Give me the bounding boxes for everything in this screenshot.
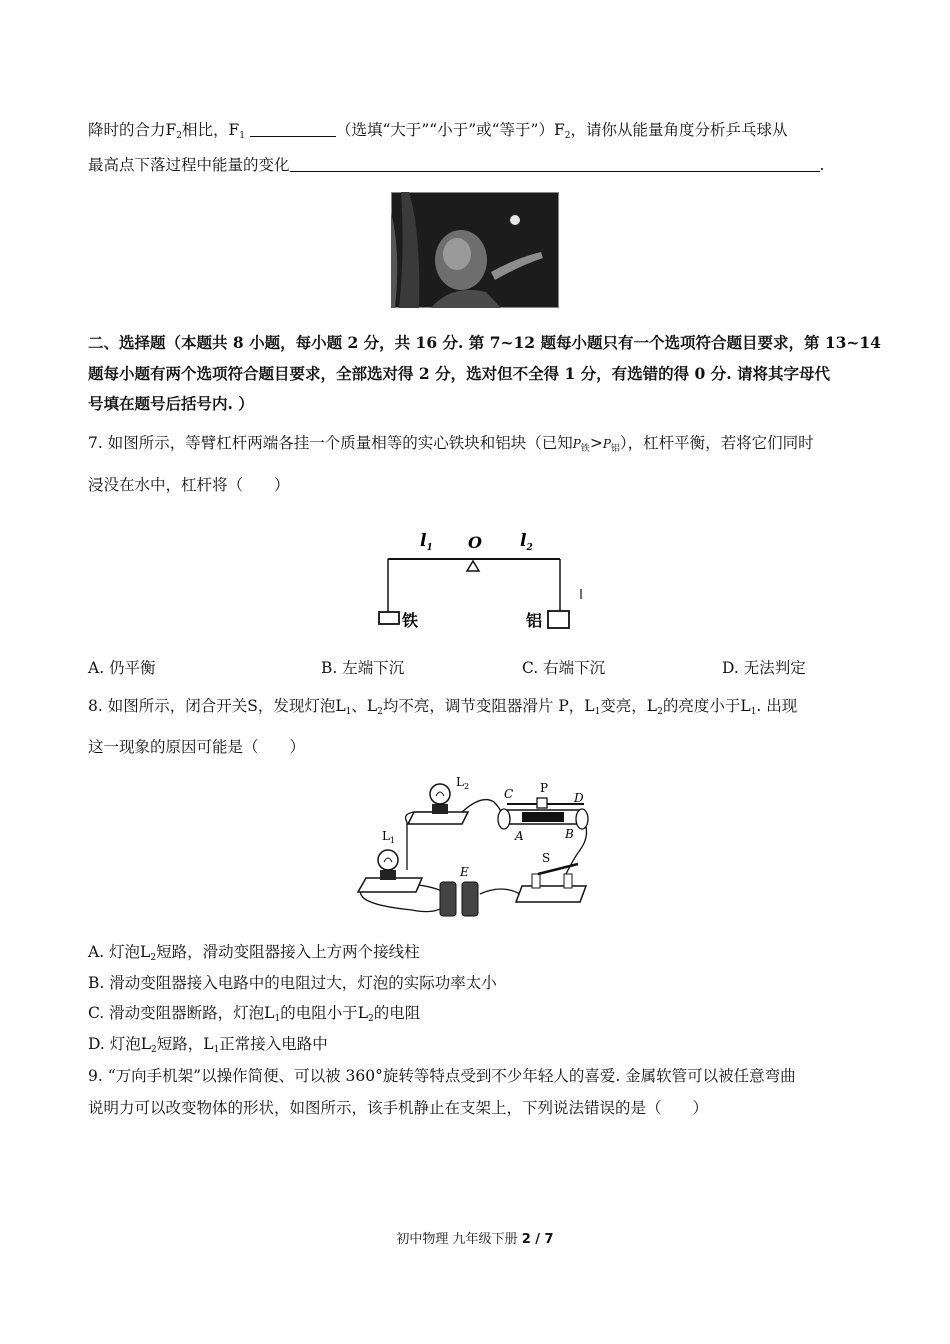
q6-text: ，请你从能量角度分析乒乓球从 bbox=[570, 121, 788, 139]
q7-line2: 浸没在水中，杠杆将（ ） bbox=[88, 476, 290, 494]
label-c: C bbox=[504, 787, 514, 801]
q8-text: 变亮，L bbox=[600, 697, 658, 715]
iron-block bbox=[379, 612, 399, 624]
option-text: 正常接入电路中 bbox=[219, 1035, 328, 1053]
battery-cell-2 bbox=[462, 882, 478, 916]
label-l1: $L_1$ bbox=[382, 829, 396, 845]
q7-text: 7. 如图所示，等臂杠杆两端各挂一个质量相等的实心铁块和铝块（已知 bbox=[88, 434, 573, 452]
subscript: 铁 bbox=[580, 444, 590, 454]
subscript: 2 bbox=[368, 1014, 374, 1024]
gt-symbol: > bbox=[589, 434, 603, 452]
label-a: A bbox=[515, 829, 524, 843]
rheostat-slider-p[interactable] bbox=[537, 798, 547, 808]
option-text: 的电阻 bbox=[373, 1004, 421, 1022]
q6-text: 降时的合力F bbox=[88, 121, 177, 139]
option-text: C. 滑动变阻器断路，灯泡L bbox=[88, 1004, 275, 1022]
fulcrum bbox=[467, 561, 479, 571]
q7-line1 bbox=[88, 433, 814, 459]
page-number: 2 / 7 bbox=[521, 1232, 554, 1247]
label-l2: $L_2$ bbox=[456, 775, 470, 791]
label-iron: 铁 bbox=[402, 611, 419, 630]
q6-text: 最高点下落过程中能量的变化 bbox=[88, 156, 290, 174]
lever-figure bbox=[370, 528, 590, 638]
option-text: D. 灯泡L bbox=[88, 1035, 152, 1053]
subscript: 1 bbox=[594, 707, 601, 717]
q8-text: 的亮度小于L bbox=[662, 697, 751, 715]
subscript: 2 bbox=[151, 1045, 157, 1055]
circuit-figure bbox=[352, 774, 602, 924]
label-b: B bbox=[565, 827, 574, 841]
label-p: P bbox=[540, 781, 549, 795]
answer-blank-energy[interactable] bbox=[290, 157, 820, 172]
section2-line3: 号填在题号后括号内. ） bbox=[88, 394, 254, 413]
rho-symbol: P bbox=[602, 437, 611, 451]
q7-text: ），杠杆平衡，若将它们同时 bbox=[619, 434, 814, 452]
switch-lever[interactable] bbox=[538, 864, 578, 874]
q9-line1: 9. “万向手机架”以操作简便、可以被 360°旋转等特点受到不少年轻人的喜爱. 金属软管可以被任意弯曲 bbox=[88, 1067, 796, 1085]
option-text: 的电阻小于L bbox=[280, 1004, 368, 1022]
page-footer bbox=[0, 1228, 950, 1247]
section2-line2: 题每小题有两个选项符合题目要求，全部选对得 2 分，选对但不全得 1 分，有选错的得 0 分. 请将其字母代 bbox=[88, 364, 831, 383]
pingpong-photo bbox=[391, 192, 559, 308]
q6-text: . bbox=[819, 156, 825, 174]
q7-option-b[interactable]: B. 左端下沉 bbox=[321, 659, 405, 677]
q7-option-d[interactable]: D. 无法判定 bbox=[722, 659, 806, 677]
q6-line2 bbox=[88, 155, 824, 175]
q9-line2: 说明力可以改变物体的形状，如图所示，该手机静止在支架上，下列说法错误的是（ ） bbox=[88, 1099, 709, 1117]
aluminum-block bbox=[548, 611, 569, 628]
option-text: 短路，L bbox=[156, 1035, 214, 1053]
subscript: 2 bbox=[150, 953, 157, 963]
subscript: 2 bbox=[176, 131, 182, 141]
q8-option-a[interactable] bbox=[88, 942, 420, 968]
q8-option-c[interactable] bbox=[88, 1003, 420, 1029]
q8-text: . 出现 bbox=[756, 697, 798, 715]
subscript: 2 bbox=[564, 131, 571, 141]
subscript: 1 bbox=[750, 707, 757, 717]
subscript: 1 bbox=[345, 707, 352, 717]
label-l2: $l_2$ bbox=[520, 531, 533, 553]
battery-cell-1 bbox=[440, 882, 456, 916]
rho-symbol: P bbox=[572, 437, 581, 451]
answer-blank-f1[interactable] bbox=[250, 122, 336, 137]
label-s: S bbox=[542, 851, 551, 865]
q6-line1 bbox=[88, 120, 788, 146]
section2-line1: 二、选择题（本题共 8 小题，每小题 2 分，共 16 分. 第 7~12 题每小题只有一个选项符合题目要求，第 13~14 bbox=[88, 333, 881, 352]
q6-text: 相比，F bbox=[182, 121, 240, 139]
option-text: 短路，滑动变阻器接入上方两个接线柱 bbox=[156, 943, 420, 961]
q8-option-b[interactable]: B. 滑动变阻器接入电路中的电阻过大，灯泡的实际功率太小 bbox=[88, 974, 497, 992]
label-aluminum: 铝 bbox=[526, 611, 543, 630]
bulb-l2-icon bbox=[430, 784, 450, 804]
subscript: 1 bbox=[239, 131, 245, 141]
subscript: 1 bbox=[274, 1014, 281, 1024]
label-e: E bbox=[460, 865, 469, 879]
label-d: D bbox=[574, 791, 584, 805]
subscript: 2 bbox=[657, 707, 663, 717]
label-o: O bbox=[468, 533, 482, 552]
subscript: 2 bbox=[377, 707, 383, 717]
footer-text: 初中物理 九年级下册 bbox=[396, 1232, 522, 1247]
q8-text: 、L bbox=[351, 697, 378, 715]
wire bbox=[480, 889, 520, 894]
q8-line2: 这一现象的原因可能是（ ） bbox=[88, 738, 306, 756]
bulb-l1-base bbox=[358, 878, 422, 892]
bulb-l1-icon bbox=[378, 850, 398, 870]
switch-base bbox=[516, 886, 586, 902]
q7-option-c[interactable]: C. 右端下沉 bbox=[522, 659, 606, 677]
subscript: 1 bbox=[213, 1045, 220, 1055]
label-l1: $l_1$ bbox=[420, 531, 433, 553]
q8-option-d[interactable] bbox=[88, 1034, 328, 1060]
q8-text: 8. 如图所示，闭合开关S，发现灯泡L bbox=[88, 697, 346, 715]
q7-option-a[interactable]: A. 仍平衡 bbox=[88, 659, 156, 677]
q8-line1 bbox=[88, 696, 797, 722]
q8-text: 均不亮，调节变阻器滑片 P，L bbox=[382, 697, 595, 715]
q6-text: （选填“大于”“小于”或“等于”）F bbox=[335, 121, 565, 139]
option-text: A. 灯泡L bbox=[88, 943, 151, 961]
subscript: 铝 bbox=[610, 444, 620, 454]
